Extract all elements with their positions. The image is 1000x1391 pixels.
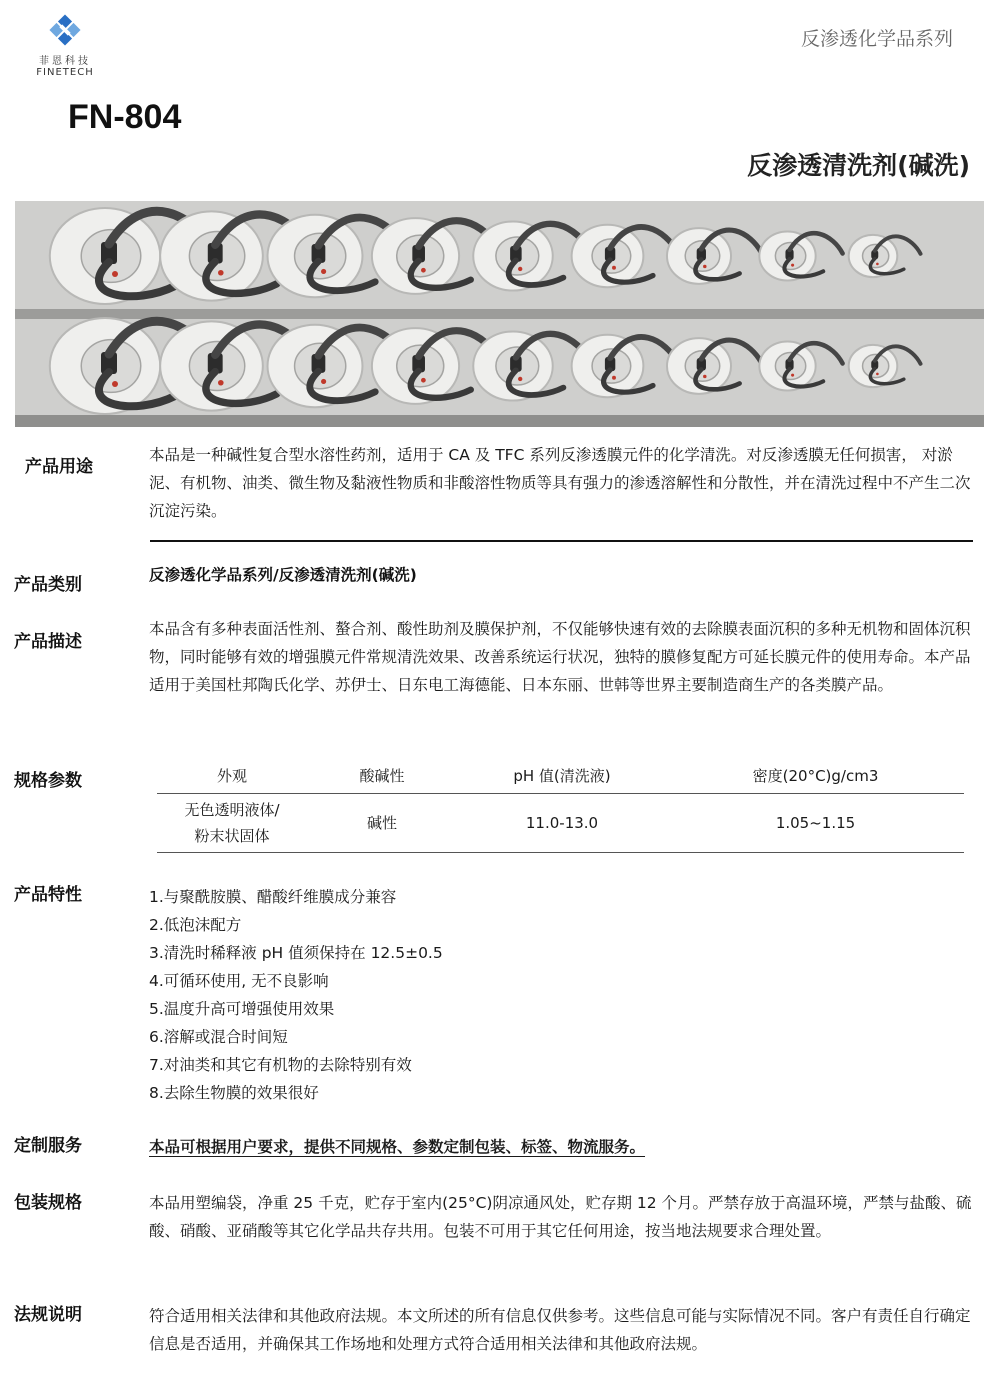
appearance-line-1: 无色透明液体/ [184,801,280,819]
spec-label: 规格参数 [14,771,82,791]
spec-header-ph: pH 值(清洗液) [457,757,667,794]
spec-header-appearance: 外观 [157,757,307,794]
description-label: 产品描述 [14,632,82,652]
ro-membrane-photo [15,201,984,427]
list-item: 2.低泡沫配方 [149,916,242,934]
product-code: FN-804 [68,98,182,136]
spec-header-acidity: 酸碱性 [307,757,457,794]
product-name: 反渗透清洗剂(碱洗) [747,151,970,180]
list-item: 1.与聚酰胺膜、醋酸纤维膜成分兼容 [149,888,397,906]
packaging-text: 本品用塑编袋，净重 25 千克，贮存于室内(25°C)阴凉通风处，贮存期 12 个月。严禁存放于高温环境，严禁与盐酸、硫酸、硝酸、亚硝酸等其它化学品共存共用。包装不可用于其它任何用途，按当地法规要求合理处置。 [149,1194,972,1240]
section-divider [150,540,973,542]
spec-cell-appearance [157,794,307,853]
list-item: 8.去除生物膜的效果很好 [149,1084,319,1102]
service-label: 定制服务 [14,1136,82,1156]
list-item: 6.溶解或混合时间短 [149,1028,288,1046]
packaging-label: 包装规格 [14,1193,82,1213]
regulation-label: 法规说明 [14,1305,82,1325]
usage-text: 本品是一种碱性复合型水溶性药剂，适用于 CA 及 TFC 系列反渗透膜元件的化学清洗。对反渗透膜无任何损害， 对淤泥、有机物、油类、微生物及黏液性物质和非酸溶性物质等具有强力的渗透溶解性和分散性，并在清洗过程中不产生二次沉淀污染。 [149,446,971,520]
spec-table [157,757,964,853]
category-text: 反渗透化学品系列/反渗透清洗剂(碱洗) [149,566,417,584]
spec-cell-acidity: 碱性 [307,794,457,853]
service-text: 本品可根据用户要求，提供不同规格、参数定制包装、标签、物流服务。 [149,1138,646,1156]
description-text: 本品含有多种表面活性剂、螯合剂、酸性助剂及膜保护剂，不仅能够快速有效的去除膜表面沉积的多种无机物和固体沉积物，同时能够有效的增强膜元件常规清洗效果、改善系统运行状况，独特的膜修复配方可延长膜元件的使用寿命。本产品适用于美国杜邦陶氏化学、苏伊士、日东电工海德能、日本东丽、世韩等世界主要制造商生产的各类膜产品。 [149,620,971,694]
logo-english-name: FINETECH [36,67,94,78]
company-logo [30,10,100,82]
list-item: 5.温度升高可增强使用效果 [149,1000,335,1018]
appearance-line-2: 粉末状固体 [194,827,270,845]
regulation-text: 符合适用相关法律和其他政府法规。本文所述的所有信息仅供参考。这些信息可能与实际情况不同。客户有责任自行确定信息是否适用，并确保其工作场地和处理方式符合适用相关法律和其他政府法规。 [149,1307,971,1353]
spec-header-density: 密度(20°C)g/cm3 [667,757,964,794]
membrane-vessels-illustration [15,201,984,427]
spec-header-row [157,757,964,794]
list-item: 4.可循环使用, 无不良影响 [149,972,329,990]
list-item: 3.清洗时稀释液 pH 值须保持在 12.5±0.5 [149,944,443,962]
features-list [149,883,443,1107]
features-label: 产品特性 [14,885,82,905]
logo-diamond-icon [45,10,85,50]
spec-cell-density: 1.05~1.15 [667,794,964,853]
series-title: 反渗透化学品系列 [800,28,953,50]
usage-label: 产品用途 [25,457,93,477]
category-label: 产品类别 [14,575,82,595]
spec-cell-ph: 11.0-13.0 [457,794,667,853]
list-item: 7.对油类和其它有机物的去除特别有效 [149,1056,412,1074]
spec-data-row [157,794,964,853]
logo-chinese-name: 菲恩科技 [39,56,91,67]
